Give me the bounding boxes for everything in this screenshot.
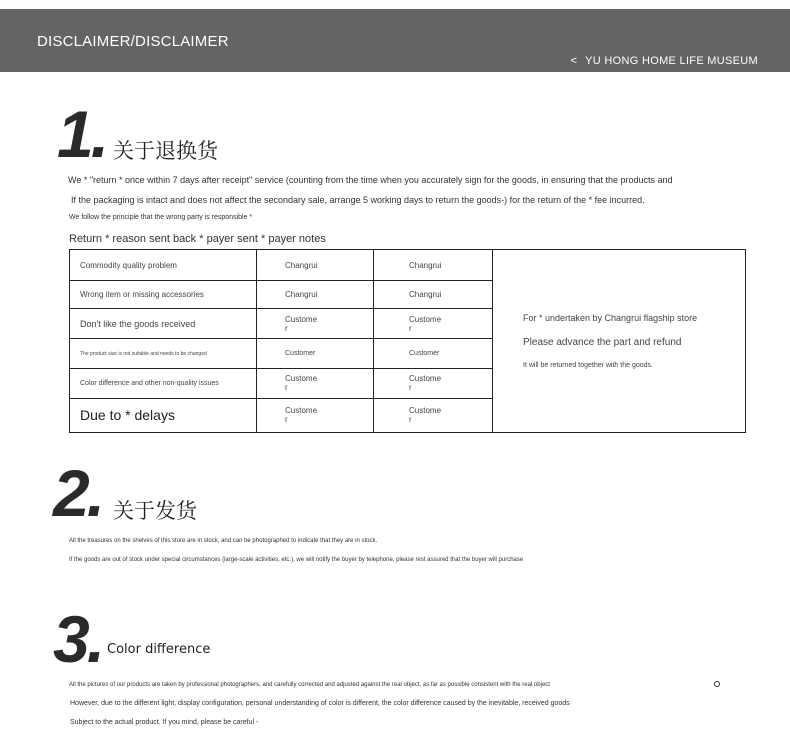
row-reason: Wrong item or missing accessories — [70, 281, 257, 309]
row-sent-back: Customer — [257, 368, 374, 398]
row-sent-back: Customer — [257, 398, 374, 432]
row-reason: Color difference and other non-quality issues — [70, 368, 257, 398]
table-caption: Return * reason sent back * payer sent * payer notes — [69, 233, 326, 245]
section-1-line-3: We follow the principle that the wrong party is responsible * — [69, 214, 253, 221]
row-payer: Customer — [374, 339, 493, 368]
row-sent-back: Changrui — [257, 250, 374, 281]
row-reason: Commodity quality problem — [70, 250, 257, 281]
section-3-line-3: Subject to the actual product. If you mind, please be careful - — [70, 719, 259, 726]
section-2-line-2: If the goods are out of stock under special circumstances (large-scale activities, etc.), we will notify the buyer by telephone, please rest assured that the buyer will purchase — [69, 557, 524, 563]
section-1-line-2: If the packaging is intact and does not affect the secondary sale, arrange 5 working days to return the goods-) for the return of the * fee incurred. — [71, 195, 645, 205]
table-row — [70, 250, 746, 281]
row-payer: Changrui — [374, 281, 493, 309]
notes-line-1: For * undertaken by Changrui flagship store — [523, 313, 698, 323]
section-3-title: Color difference — [107, 642, 211, 657]
section-3-line-2: However, due to the different light, display configuration, personal understanding of color is different, the color difference caused by the inevitable, received goods — [70, 700, 570, 707]
row-reason: Don't like the goods received — [70, 309, 257, 339]
notes-line-3: It will be returned together with the goods. — [523, 362, 653, 369]
row-payer: Customer — [374, 398, 493, 432]
chevron-left-icon: < — [570, 55, 578, 67]
table-notes — [493, 250, 746, 433]
section-2-title: 关于发货 — [113, 499, 197, 523]
row-reason: Due to * delays — [70, 398, 257, 432]
section-1-line-1: We * "return * once within 7 days after receipt" service (counting from the time when you accurately sign for the goods, in ensuring that the products and — [68, 175, 673, 185]
section-1-number: 1. — [57, 97, 107, 171]
row-sent-back: Customer — [257, 339, 374, 368]
section-3-line-1: All the pictures of our products are taken by professional photographers, and carefully corrected and adjusted against the real object, as far as possible consistent with the real object — [69, 682, 550, 688]
brand-link[interactable] — [570, 55, 758, 67]
row-sent-back: Changrui — [257, 281, 374, 309]
row-reason: The product size is not suitable and needs to be changed — [70, 339, 257, 368]
bullet-dot — [714, 681, 720, 687]
brand-name: YU HONG HOME LIFE MUSEUM — [585, 55, 758, 67]
notes-line-2: Please advance the part and refund — [523, 337, 682, 348]
section-3-number: 3. — [53, 602, 103, 676]
header-banner — [0, 9, 790, 72]
section-2-number: 2. — [53, 456, 103, 530]
section-1-title: 关于退换货 — [113, 139, 218, 163]
row-sent-back: Customer — [257, 309, 374, 339]
row-payer: Changrui — [374, 250, 493, 281]
section-2-line-1: All the treasures on the shelves of this store are in stock, and can be photographed to indicate that they are in stock. — [69, 538, 378, 544]
row-payer: Customer — [374, 309, 493, 339]
page-title: DISCLAIMER/DISCLAIMER — [37, 33, 229, 50]
return-policy-table — [69, 249, 746, 433]
row-payer: Customer — [374, 368, 493, 398]
